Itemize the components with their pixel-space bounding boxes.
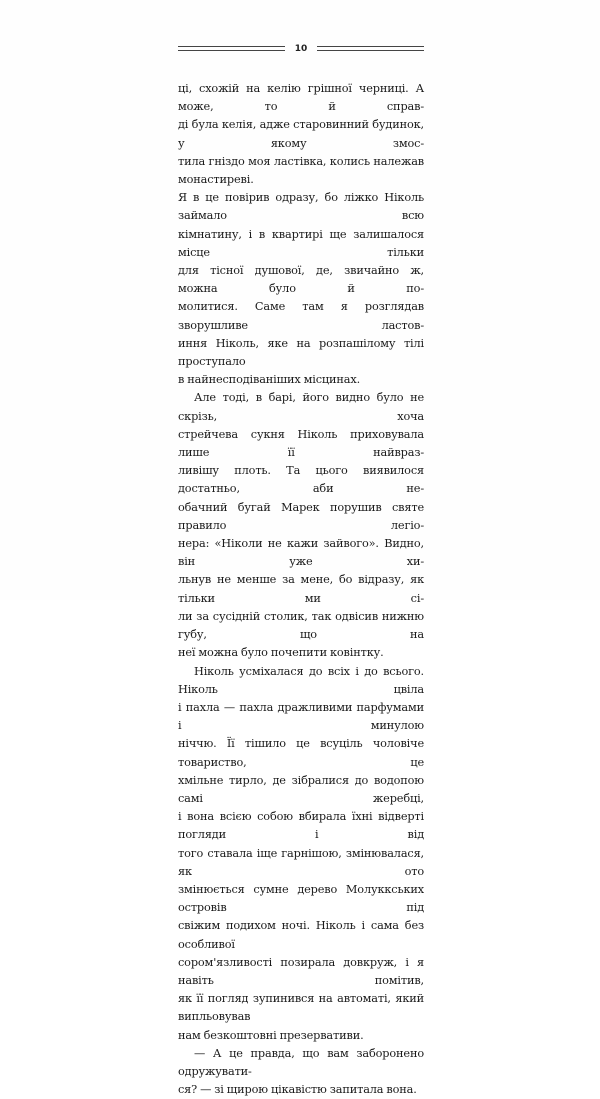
text-line: сором'язливості позирала довкруж, і я навіть помітив, [178, 955, 424, 987]
paragraph-1 [178, 80, 424, 389]
text-line: і вона всією собою вбирала їхні відверті погляди і від [178, 810, 424, 842]
text-line: нам безкоштовні презервативи. [178, 1028, 364, 1042]
text-line: стрейчева сукня Ніколь приховувала лише її найвраз- [178, 427, 424, 460]
text-line: як її погляд зупинився на автоматі, який випльовував [178, 992, 424, 1024]
paragraph-4 [178, 1045, 424, 1099]
text-line: того ставала іще гарнішою, змінювалася, як ото [178, 846, 424, 878]
text-line: ді була келія, адже старовинний будинок, у якому змос- [178, 118, 424, 150]
page-number: 10 [294, 44, 308, 54]
text-line: нера: «Ніколи не кажи зайвого». Видно, він уже хи- [178, 537, 424, 569]
text-line: хмільне тирло, де зібралися до водопою самі жеребці, [178, 773, 424, 805]
text-line: молитися. Саме там я розглядав зворушливе ластов- [178, 300, 424, 332]
text-line: свіжим подихом ночі. Ніколь і сама без особливої [178, 919, 424, 951]
text-line: для тісної душової, де, звичайно ж, можна було й по- [178, 264, 424, 296]
text-line: в найнесподіваніших місцинах. [178, 373, 361, 387]
text-line: — А це правда, що вам заборонено одружувати- [178, 1046, 424, 1078]
body-text [178, 80, 424, 1099]
text-line: ніччю. Її тішило це всуціль чоловіче товариство, це [178, 737, 424, 769]
text-line: льнув не менше за мене, бо відразу, як тільки ми сі- [178, 573, 424, 605]
text-line: Я в це повірив одразу, бо ліжко Ніколь займало всю [178, 191, 424, 223]
text-line: Ніколь усміхалася до всіх і до всього. Ніколь цвіла [178, 664, 424, 696]
text-line: ці, схожій на келію грішної черниці. А може, то й справ- [178, 82, 424, 114]
text-line: иння Ніколь, яке на розпашілому тілі проступало [178, 336, 424, 369]
text-line: ся? — зі щирою цікавістю запитала вона. [178, 1083, 417, 1097]
paragraph-3 [178, 663, 424, 1045]
text-line: ливішу плоть. Та цього виявилося достатньо, аби не- [178, 464, 424, 496]
text-line: кімнатину, і в квартирі ще залишалося місце тільки [178, 227, 424, 259]
text-line: ли за сусідній столик, так одвісив нижню губу, що на [178, 609, 424, 642]
text-line: обачний бугай Марек порушив святе правило легіо- [178, 500, 424, 532]
text-line: тила гніздо моя ластівка, колись належав монастиреві. [178, 154, 424, 187]
paragraph-2 [178, 389, 424, 662]
text-line: змінюється сумне дерево Молуккських островів під [178, 882, 424, 915]
text-line: Але тоді, в барі, його видно було не скрізь, хоча [178, 391, 424, 423]
page-header [178, 43, 424, 57]
header-rule-right [317, 46, 424, 51]
text-line: і пахла — пахла дражливими парфумами і минулою [178, 700, 424, 733]
text-line: неї можна було почепити ковінтку. [178, 646, 384, 660]
